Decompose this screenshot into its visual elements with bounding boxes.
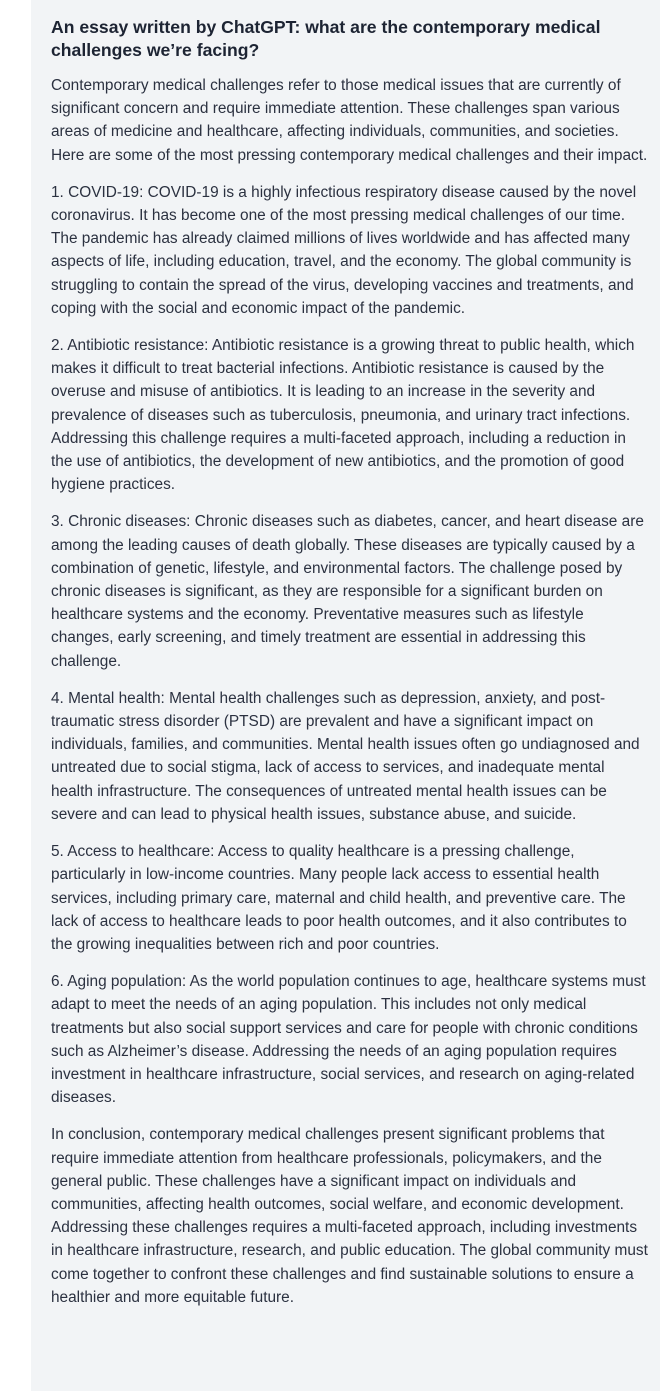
essay-paragraph-mental-health: 4. Mental health: Mental health challenges such as depression, anxiety, and post-traumatic stress disorder (PTSD) are prevalent and have a significant impact on individuals, families, and communities. Mental health issues often go undiagnosed and untreated due to social stigma, lack of access to services, and inadequate mental health infrastructure. The consequences of untreated mental health issues can be severe and can lead to physical health issues, substance abuse, and suicide.	[51, 689, 640, 823]
essay-paragraph-antibiotic-resistance: 2. Antibiotic resistance: Antibiotic resistance is a growing threat to public health, which makes it difficult to treat bacterial infections. Antibiotic resistance is caused by the overuse and misuse of antibiotics. It is leading to an increase in the severity and prevalence of diseases such as tuberculosis, pneumonia, and urinary tract infections. Addressing this challenge requires a multi-faceted approach, including a reduction in the use of antibiotics, the development of new antibiotics, and the promotion of good hygiene practices.	[51, 337, 635, 494]
essay-paragraph-chronic-diseases: 3. Chronic diseases: Chronic diseases such as diabetes, cancer, and heart disease are among the leading causes of death globally. These diseases are typically caused by a combination of genetic, lifestyle, and environmental factors. The challenge posed by chronic diseases is significant, as they are responsible for a significant burden on healthcare systems and the economy. Preventative measures such as lifestyle changes, early screening, and timely treatment are essential in addressing this challenge.	[51, 513, 644, 670]
essay-paragraph-access-to-healthcare: 5. Access to healthcare: Access to quality healthcare is a pressing challenge, particularly in low-income countries. Many people lack access to essential health services, including primary care, maternal and child health, and preventive care. The lack of access to healthcare leads to poor health outcomes, and it also contributes to the growing inequalities between rich and poor countries.	[51, 843, 627, 953]
essay-conclusion-paragraph: In conclusion, contemporary medical challenges present significant problems that require immediate attention from healthcare professionals, policymakers, and the general public. These challenges have a significant impact on individuals and communities, affecting health outcomes, social welfare, and economic development. Addressing these challenges requires a multi-faceted approach, including investments in healthcare infrastructure, research, and public education. The global community must come together to confront these challenges and find sustainable solutions to ensure a healthier and more equitable future.	[51, 1126, 648, 1306]
essay-paragraph-covid: 1. COVID-19: COVID-19 is a highly infectious respiratory disease caused by the novel coronavirus. It has become one of the most pressing medical challenges of our time. The pandemic has already claimed millions of lives worldwide and has affected many aspects of life, including education, travel, and the economy. The global community is struggling to contain the spread of the virus, developing vaccines and treatments, and coping with the social and economic impact of the pandemic.	[51, 183, 637, 317]
essay-title: An essay written by ChatGPT: what are the contemporary medical challenges we’re facing?	[51, 17, 601, 60]
essay-intro-paragraph: Contemporary medical challenges refer to those medical issues that are currently of significant concern and require immediate attention. These challenges span various areas of medicine and healthcare, affecting individuals, communities, and societies. Here are some of the most pressing contemporary medical challenges and their impact.	[51, 77, 648, 164]
essay-panel	[31, 0, 660, 1391]
essay-paragraph-aging-population: 6. Aging population: As the world population continues to age, healthcare systems must adapt to meet the needs of an aging population. This includes not only medical treatments but also social support services and care for people with chronic conditions such as Alzheimer’s disease. Addressing the needs of an aging population requires investment in healthcare infrastructure, social services, and research on aging-related diseases.	[51, 973, 646, 1107]
